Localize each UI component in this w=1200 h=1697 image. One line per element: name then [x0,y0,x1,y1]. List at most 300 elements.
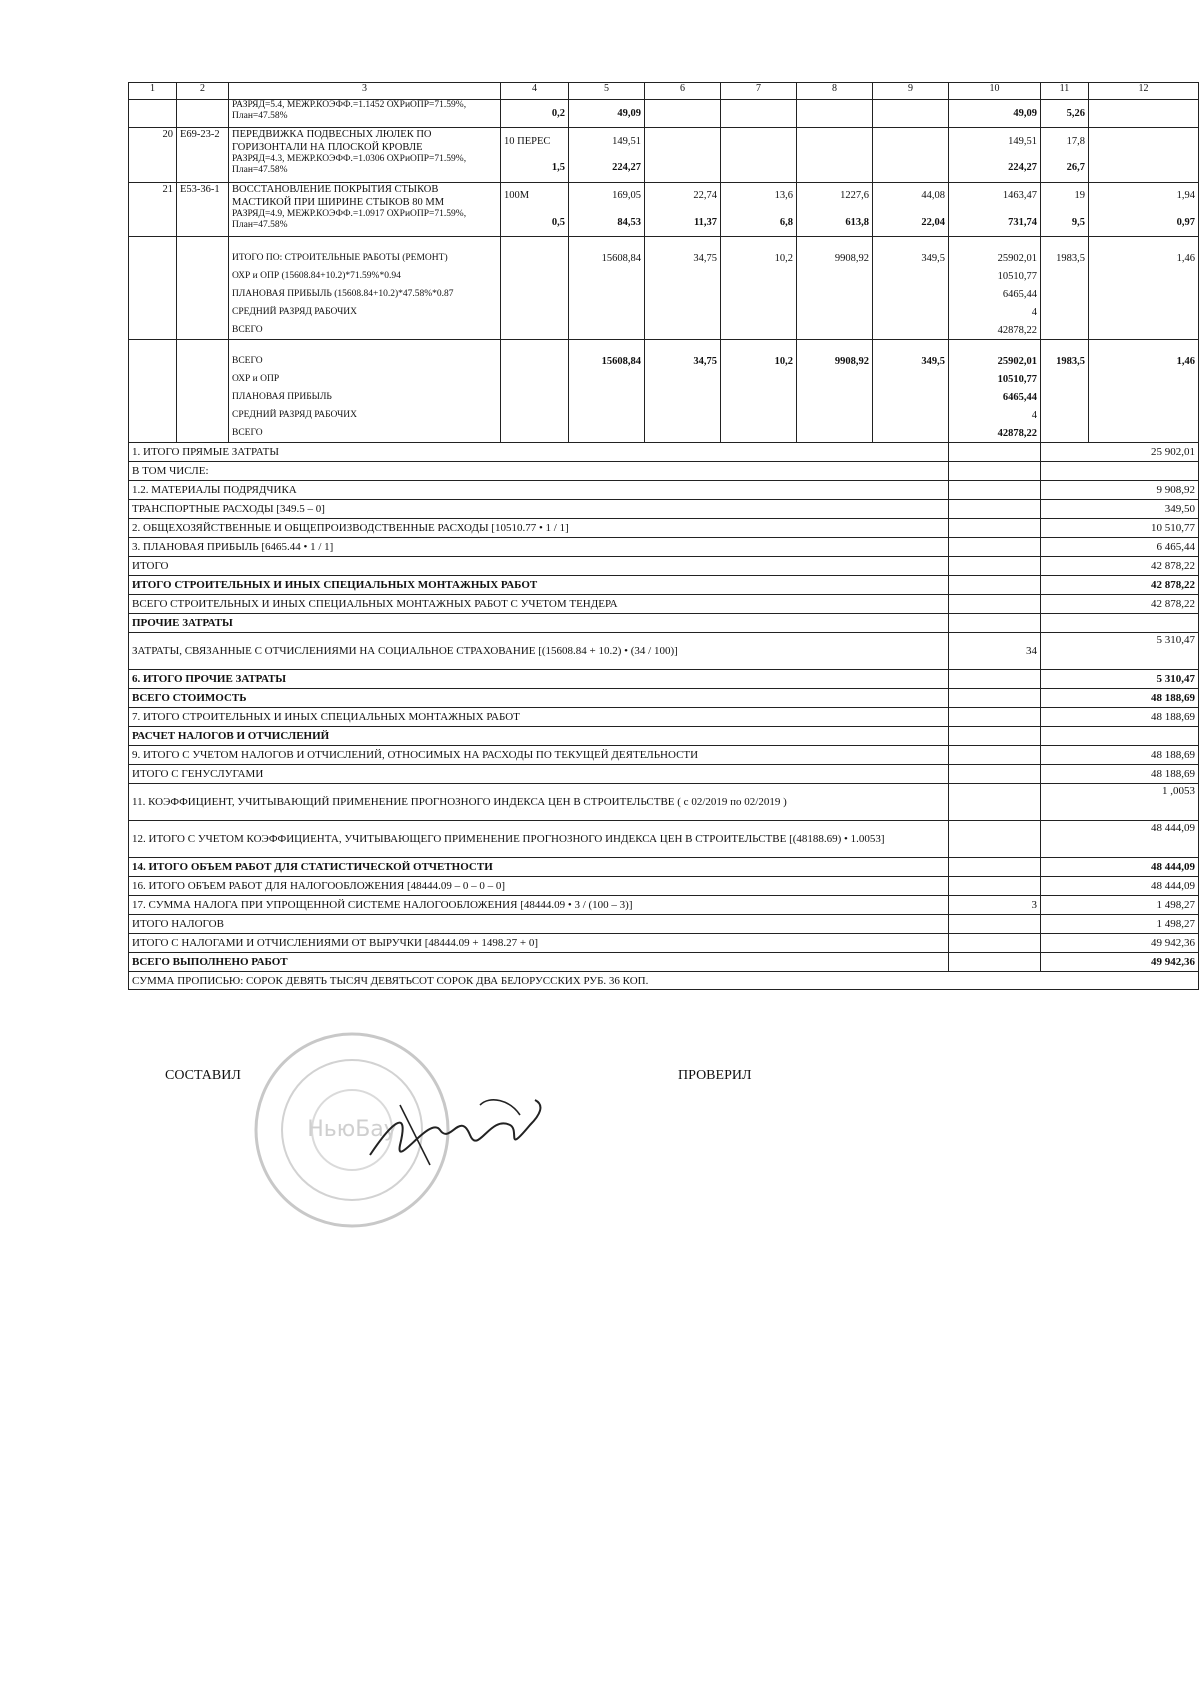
total-c11 [1041,406,1089,424]
summary-value: 9 908,92 [1089,481,1199,500]
summary-blank [1041,934,1089,953]
total-c6 [645,370,721,388]
blank-cell [129,370,177,388]
item-description: ПЕРЕДВИЖКА ПОДВЕСНЫХ ЛЮЛЕК ПО ГОРИЗОНТАЛИ НА ПЛОСКОЙ КРОВЛЕ [229,128,501,155]
summary-blank [1041,670,1089,689]
summary-label: ВСЕГО ВЫПОЛНЕНО РАБОТ [129,953,949,972]
total-c9: 349,5 [873,249,949,267]
item-c7 [721,154,797,182]
column-number: 8 [797,83,873,100]
total-c9: 349,5 [873,352,949,370]
item-description: РАЗРЯД=4.3, МЕЖР.КОЭФФ.=1.0306 ОХРиОПР=71.59%, План=47.58% [229,154,501,182]
total-c7 [721,303,797,321]
blank-cell [501,303,569,321]
summary-row [129,462,1199,481]
block1-row [129,285,1199,303]
summary-row [129,858,1199,877]
spacer-cell [177,340,229,353]
spacer-cell [569,237,645,250]
total-label: ВСЕГО [229,424,501,443]
blank-cell [501,267,569,285]
summary-row [129,614,1199,633]
total-c6 [645,388,721,406]
spacer-cell [873,340,949,353]
blank-cell [177,267,229,285]
total-c11 [1041,303,1089,321]
item-c9 [873,128,949,155]
item-c6: 11,37 [645,209,721,237]
summary-blank [1041,595,1089,614]
total-c7: 10,2 [721,352,797,370]
total-c6 [645,303,721,321]
summary-blank [1041,576,1089,595]
spacer-cell [501,340,569,353]
summary-row [129,481,1199,500]
spacer-row [129,237,1199,250]
total-c11 [1041,370,1089,388]
total-c8 [797,303,873,321]
spacer-cell [229,340,501,353]
item-row [129,128,1199,155]
spacer-cell [501,237,569,250]
item-index: 20 [129,128,177,155]
blank-cell [177,321,229,340]
estimate-sheet [128,82,1195,990]
item-c5: 149,51 [569,128,645,155]
total-c8 [797,267,873,285]
total-c7: 10,2 [721,249,797,267]
total-c7 [721,406,797,424]
summary-percent: 34 [949,633,1041,670]
spacer-cell [949,237,1041,250]
item-unit: 0,5 [501,209,569,237]
blank-cell [129,406,177,424]
summary-percent [949,708,1041,727]
item-index: 21 [129,182,177,209]
item-c5: 169,05 [569,182,645,209]
total-c12 [1089,267,1199,285]
summary-row [129,519,1199,538]
total-c7 [721,267,797,285]
blank-cell [501,424,569,443]
summary-label: 16. ИТОГО ОБЪЕМ РАБОТ ДЛЯ НАЛОГООБЛОЖЕНИЯ [48444.09 – 0 – 0 – 0] [129,877,949,896]
summary-label: ВСЕГО СТОИМОСТЬ [129,689,949,708]
summary-percent [949,481,1041,500]
summary-percent [949,915,1041,934]
summary-value: 42 878,22 [1089,595,1199,614]
total-c6 [645,321,721,340]
total-label: ПЛАНОВАЯ ПРИБЫЛЬ [229,388,501,406]
summary-row [129,896,1199,915]
summary-percent [949,538,1041,557]
summary-label: 11. КОЭФФИЦИЕНТ, УЧИТЫВАЮЩИЙ ПРИМЕНЕНИЕ ПРОГНОЗНОГО ИНДЕКСА ЦЕН В СТРОИТЕЛЬСТВЕ ( с 02/2019 по 02/2019 ) [129,784,949,821]
total-c9 [873,285,949,303]
column-number: 6 [645,83,721,100]
blank-cell [129,285,177,303]
column-number: 7 [721,83,797,100]
total-label: ОХР и ОПР (15608.84+10.2)*71.59%*0.94 [229,267,501,285]
column-number: 1 [129,83,177,100]
summary-row [129,784,1199,821]
summary-value: 48 444,09 [1089,858,1199,877]
spacer-cell [949,340,1041,353]
blank-cell [129,388,177,406]
summary-row [129,443,1199,462]
block2-row [129,406,1199,424]
summary-percent [949,765,1041,784]
total-c10: 6465,44 [949,285,1041,303]
total-c10: 25902,01 [949,249,1041,267]
item-c10: 731,74 [949,209,1041,237]
summary-value: 42 878,22 [1089,557,1199,576]
summary-row [129,633,1199,670]
summary-blank [1041,727,1089,746]
item-unit: 100М [501,182,569,209]
item-description: РАЗРЯД=5.4, МЕЖР.КОЭФФ.=1.1452 ОХРиОПР=71.59%, План=47.58% [229,100,501,128]
item-code: Е69-23-2 [177,128,229,155]
item-c8 [797,154,873,182]
summary-blank [1041,689,1089,708]
block1-row [129,321,1199,340]
spacer-cell [721,237,797,250]
block1-row [129,267,1199,285]
summary-percent [949,500,1041,519]
total-c12 [1089,424,1199,443]
total-c10: 4 [949,406,1041,424]
spacer-cell [129,237,177,250]
total-label: ИТОГО ПО: СТРОИТЕЛЬНЫЕ РАБОТЫ (РЕМОНТ) [229,249,501,267]
summary-row [129,538,1199,557]
summary-label: 14. ИТОГО ОБЪЕМ РАБОТ ДЛЯ СТАТИСТИЧЕСКОЙ ОТЧЕТНОСТИ [129,858,949,877]
spacer-cell [797,237,873,250]
item-row [129,100,1199,128]
total-c9 [873,388,949,406]
item-code [177,209,229,237]
column-number-row [129,83,1199,100]
spacer-cell [229,237,501,250]
total-label: СРЕДНИЙ РАЗРЯД РАБОЧИХ [229,406,501,424]
total-c7 [721,424,797,443]
blank-cell [177,285,229,303]
total-c5 [569,267,645,285]
summary-row [129,557,1199,576]
summary-value: 5 310,47 [1089,670,1199,689]
summary-label: ЗАТРАТЫ, СВЯЗАННЫЕ С ОТЧИСЛЕНИЯМИ НА СОЦИАЛЬНОЕ СТРАХОВАНИЕ [(15608.84 + 10.2) • (34 / 100)] [129,633,949,670]
blank-cell [501,370,569,388]
item-row [129,154,1199,182]
item-c8: 613,8 [797,209,873,237]
summary-label: ИТОГО С ГЕНУСЛУГАМИ [129,765,949,784]
summary-value: 25 902,01 [1089,443,1199,462]
spacer-cell [1041,340,1089,353]
blank-cell [177,352,229,370]
blank-cell [177,370,229,388]
item-c12 [1089,154,1199,182]
svg-text:НьюБау: НьюБау [307,1117,397,1142]
item-c12: 0,97 [1089,209,1199,237]
summary-blank [1041,877,1089,896]
summary-percent [949,727,1041,746]
summary-value: 6 465,44 [1089,538,1199,557]
total-c11 [1041,285,1089,303]
item-c7 [721,100,797,128]
summary-percent [949,595,1041,614]
summary-percent: 3 [949,896,1041,915]
item-index [129,209,177,237]
checked-label: ПРОВЕРИЛ [678,1068,752,1083]
blank-cell [177,424,229,443]
column-number: 10 [949,83,1041,100]
item-c6: 22,74 [645,182,721,209]
summary-blank [1041,821,1089,858]
total-c6: 34,75 [645,352,721,370]
summary-percent [949,858,1041,877]
summary-value: 1 498,27 [1089,896,1199,915]
total-c5 [569,406,645,424]
total-c9 [873,424,949,443]
total-c8 [797,321,873,340]
blank-cell [501,285,569,303]
summary-label: 12. ИТОГО С УЧЕТОМ КОЭФФИЦИЕНТА, УЧИТЫВАЮЩЕГО ПРИМЕНЕНИЕ ПРОГНОЗНОГО ИНДЕКСА ЦЕН В СТРОИТЕЛЬСТВЕ [(48188.69) • 1.0053] [129,821,949,858]
blank-cell [177,388,229,406]
total-c6: 34,75 [645,249,721,267]
block1-row [129,249,1199,267]
item-c7 [721,128,797,155]
total-c12 [1089,370,1199,388]
item-c7: 6,8 [721,209,797,237]
total-c12 [1089,321,1199,340]
item-c8: 1227,6 [797,182,873,209]
summary-value: 48 188,69 [1089,689,1199,708]
item-c12 [1089,100,1199,128]
summary-row [129,746,1199,765]
item-c11: 9,5 [1041,209,1089,237]
summary-value: 48 444,09 [1089,821,1199,858]
total-c8 [797,285,873,303]
item-c8 [797,100,873,128]
summary-percent [949,462,1041,481]
summary-value: 49 942,36 [1089,934,1199,953]
summary-percent [949,576,1041,595]
total-c12 [1089,285,1199,303]
summary-blank [1041,765,1089,784]
spacer-cell [1041,237,1089,250]
item-c9 [873,154,949,182]
item-c11: 19 [1041,182,1089,209]
total-c10: 42878,22 [949,424,1041,443]
total-c10: 42878,22 [949,321,1041,340]
total-label: СРЕДНИЙ РАЗРЯД РАБОЧИХ [229,303,501,321]
blank-cell [129,303,177,321]
summary-row [129,727,1199,746]
item-c9: 44,08 [873,182,949,209]
total-c11 [1041,321,1089,340]
total-c9 [873,321,949,340]
total-c9 [873,406,949,424]
blank-cell [177,303,229,321]
item-c5: 49,09 [569,100,645,128]
item-unit: 10 ПЕРЕС [501,128,569,155]
summary-label: ИТОГО СТРОИТЕЛЬНЫХ И ИНЫХ СПЕЦИАЛЬНЫХ МОНТАЖНЫХ РАБОТ [129,576,949,595]
item-c12 [1089,128,1199,155]
total-c5 [569,285,645,303]
item-code [177,154,229,182]
item-c8 [797,128,873,155]
blank-cell [501,321,569,340]
summary-row [129,500,1199,519]
total-c10: 10510,77 [949,370,1041,388]
summary-value: 42 878,22 [1089,576,1199,595]
summary-percent [949,746,1041,765]
column-number: 9 [873,83,949,100]
estimate-table [128,82,1199,990]
summary-value: 48 444,09 [1089,877,1199,896]
total-c6 [645,406,721,424]
item-code: Е53-36-1 [177,182,229,209]
summary-row [129,934,1199,953]
total-c11 [1041,424,1089,443]
summary-value: 48 188,69 [1089,746,1199,765]
summary-blank [1041,953,1089,972]
summary-label: РАСЧЕТ НАЛОГОВ И ОТЧИСЛЕНИЙ [129,727,949,746]
summary-label: ВСЕГО СТРОИТЕЛЬНЫХ И ИНЫХ СПЕЦИАЛЬНЫХ МОНТАЖНЫХ РАБОТ С УЧЕТОМ ТЕНДЕРА [129,595,949,614]
summary-value: 349,50 [1089,500,1199,519]
summary-blank [1041,784,1089,821]
summary-value: 48 188,69 [1089,765,1199,784]
item-c12: 1,94 [1089,182,1199,209]
summary-label: В ТОМ ЧИСЛЕ: [129,462,949,481]
item-description: РАЗРЯД=4.9, МЕЖР.КОЭФФ.=1.0917 ОХРиОПР=71.59%, План=47.58% [229,209,501,237]
total-c11 [1041,267,1089,285]
total-c7 [721,321,797,340]
item-c7: 13,6 [721,182,797,209]
summary-value: 10 510,77 [1089,519,1199,538]
total-c6 [645,424,721,443]
summary-percent [949,614,1041,633]
total-c10: 4 [949,303,1041,321]
summary-label: 1. ИТОГО ПРЯМЫЕ ЗАТРАТЫ [129,443,949,462]
spacer-cell [177,237,229,250]
summary-row [129,670,1199,689]
block2-row [129,388,1199,406]
summary-value: 1 ,0053 [1089,784,1199,821]
total-c5 [569,424,645,443]
summary-row [129,689,1199,708]
summary-percent [949,557,1041,576]
summary-blank [1041,538,1089,557]
summary-percent [949,670,1041,689]
summary-blank [1041,443,1089,462]
item-c5: 84,53 [569,209,645,237]
spacer-cell [645,340,721,353]
item-c9 [873,100,949,128]
spacer-cell [721,340,797,353]
item-c10: 49,09 [949,100,1041,128]
total-c10: 10510,77 [949,267,1041,285]
summary-row [129,953,1199,972]
summary-percent [949,689,1041,708]
item-description: ВОССТАНОВЛЕНИЕ ПОКРЫТИЯ СТЫКОВ МАСТИКОЙ ПРИ ШИРИНЕ СТЫКОВ 80 ММ [229,182,501,209]
total-c5 [569,370,645,388]
spacer-row [129,340,1199,353]
summary-label: 7. ИТОГО СТРОИТЕЛЬНЫХ И ИНЫХ СПЕЦИАЛЬНЫХ МОНТАЖНЫХ РАБОТ [129,708,949,727]
compiled-label: СОСТАВИЛ [165,1068,241,1083]
amount-in-words: СУММА ПРОПИСЬЮ: СОРОК ДЕВЯТЬ ТЫСЯЧ ДЕВЯТЬСОТ СОРОК ДВА БЕЛОРУССКИХ РУБ. 36 КОП. [129,972,1199,990]
summary-percent [949,953,1041,972]
total-c7 [721,370,797,388]
summary-row [129,821,1199,858]
blank-cell [501,406,569,424]
summary-blank [1041,481,1089,500]
blank-cell [501,388,569,406]
total-c8: 9908,92 [797,249,873,267]
blank-cell [177,249,229,267]
summary-percent [949,443,1041,462]
total-c12 [1089,388,1199,406]
item-row [129,209,1199,237]
blank-cell [501,352,569,370]
blank-cell [129,352,177,370]
summary-blank [1041,557,1089,576]
summary-row [129,708,1199,727]
item-c6 [645,100,721,128]
blank-cell [501,249,569,267]
summary-row [129,765,1199,784]
summary-label: 2. ОБЩЕХОЗЯЙСТВЕННЫЕ И ОБЩЕПРОИЗВОДСТВЕННЫЕ РАСХОДЫ [10510.77 • 1 / 1] [129,519,949,538]
total-c5: 15608,84 [569,249,645,267]
item-c11: 26,7 [1041,154,1089,182]
total-label: ОХР и ОПР [229,370,501,388]
item-c6 [645,128,721,155]
blank-cell [129,267,177,285]
total-c9 [873,267,949,285]
summary-label: ИТОГО НАЛОГОВ [129,915,949,934]
summary-value: 5 310,47 [1089,633,1199,670]
total-c8 [797,388,873,406]
item-c11: 17,8 [1041,128,1089,155]
summary-label: ИТОГО С НАЛОГАМИ И ОТЧИСЛЕНИЯМИ ОТ ВЫРУЧКИ [48444.09 + 1498.27 + 0] [129,934,949,953]
summary-percent [949,934,1041,953]
item-c5: 224,27 [569,154,645,182]
summary-blank [1041,614,1089,633]
amount-in-words-row [129,972,1199,990]
total-c10: 25902,01 [949,352,1041,370]
summary-value [1089,462,1199,481]
spacer-cell [645,237,721,250]
total-c9 [873,370,949,388]
item-unit: 1,5 [501,154,569,182]
total-label: ПЛАНОВАЯ ПРИБЫЛЬ (15608.84+10.2)*47.58%*0.87 [229,285,501,303]
total-c6 [645,267,721,285]
summary-blank [1041,462,1089,481]
total-c9 [873,303,949,321]
summary-percent [949,519,1041,538]
item-c10: 1463,47 [949,182,1041,209]
total-c10: 6465,44 [949,388,1041,406]
summary-label: ИТОГО [129,557,949,576]
column-number: 4 [501,83,569,100]
block1-row [129,303,1199,321]
signature [360,1085,560,1185]
total-c7 [721,388,797,406]
spacer-cell [569,340,645,353]
summary-blank [1041,896,1089,915]
item-index [129,100,177,128]
summary-label: ТРАНСПОРТНЫЕ РАСХОДЫ [349.5 – 0] [129,500,949,519]
column-number: 12 [1089,83,1199,100]
total-c11 [1041,388,1089,406]
column-number: 2 [177,83,229,100]
